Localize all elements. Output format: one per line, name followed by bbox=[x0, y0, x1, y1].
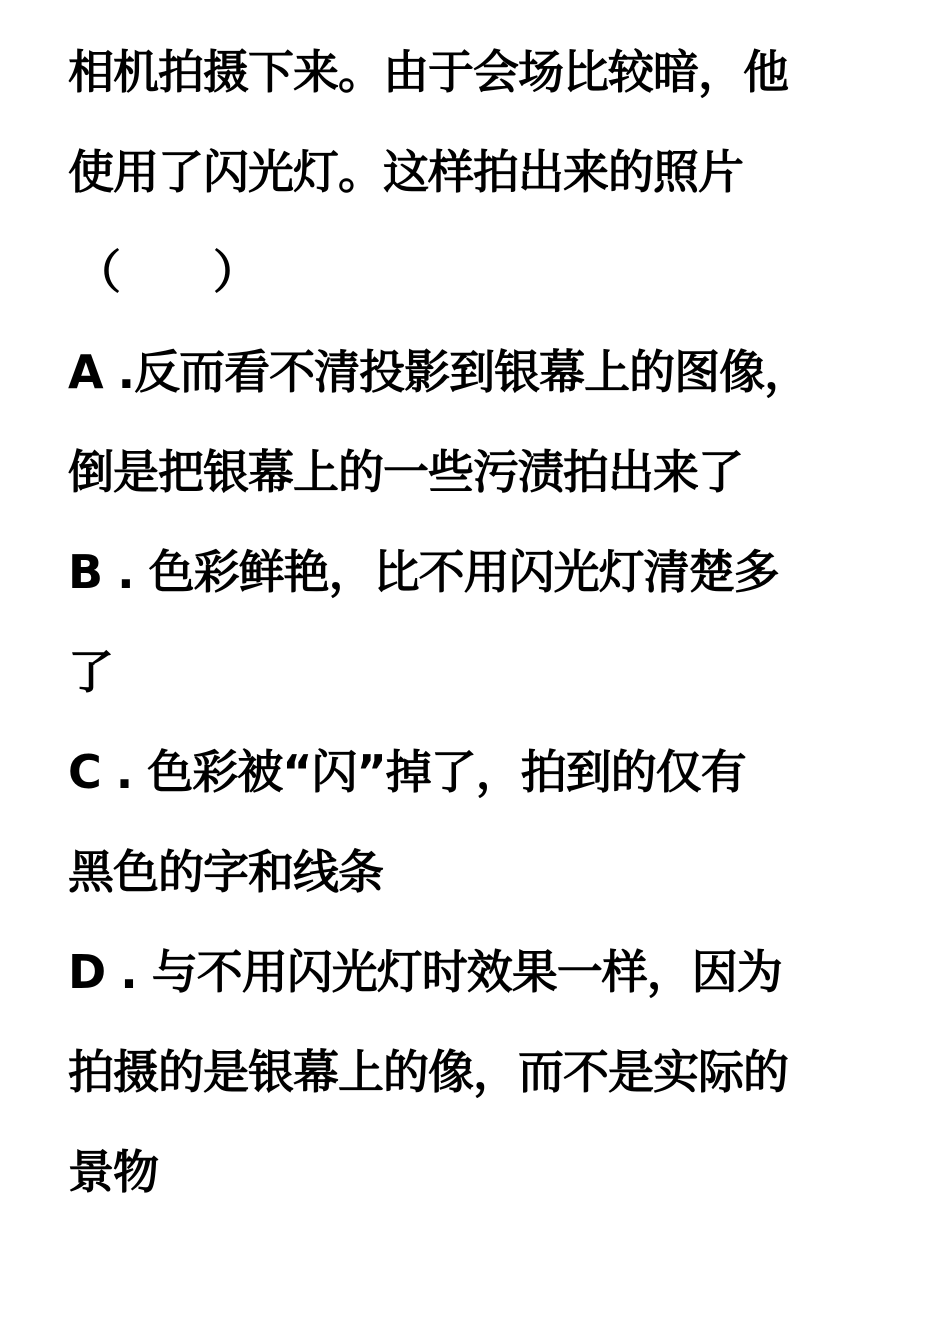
option-d-line-3: 景物 bbox=[68, 1145, 158, 1199]
question-stem-line-1: 相机拍摄下来。由于会场比较暗，他 bbox=[68, 45, 788, 99]
option-c-line-2: 黑色的字和线条 bbox=[68, 845, 383, 899]
option-b-line-2: 了 bbox=[68, 645, 113, 699]
option-d-line-2: 拍摄的是银幕上的像，而不是实际的 bbox=[68, 1045, 788, 1099]
question-stem-line-2: 使用了闪光灯。这样拍出来的照片 bbox=[68, 145, 743, 199]
answer-blank: （ ） bbox=[75, 245, 259, 299]
option-a-line-2: 倒是把银幕上的一些污渍拍出来了 bbox=[68, 445, 743, 499]
option-b-line-1: B . 色彩鲜艳，比不用闪光灯清楚多 bbox=[68, 545, 779, 599]
option-a-line-1: A .反而看不清投影到银幕上的图像， bbox=[68, 345, 810, 399]
option-d-line-1: D . 与不用闪光灯时效果一样，因为 bbox=[68, 945, 782, 999]
option-c-line-1: C . 色彩被“闪”掉了，拍到的仅有 bbox=[68, 745, 746, 799]
